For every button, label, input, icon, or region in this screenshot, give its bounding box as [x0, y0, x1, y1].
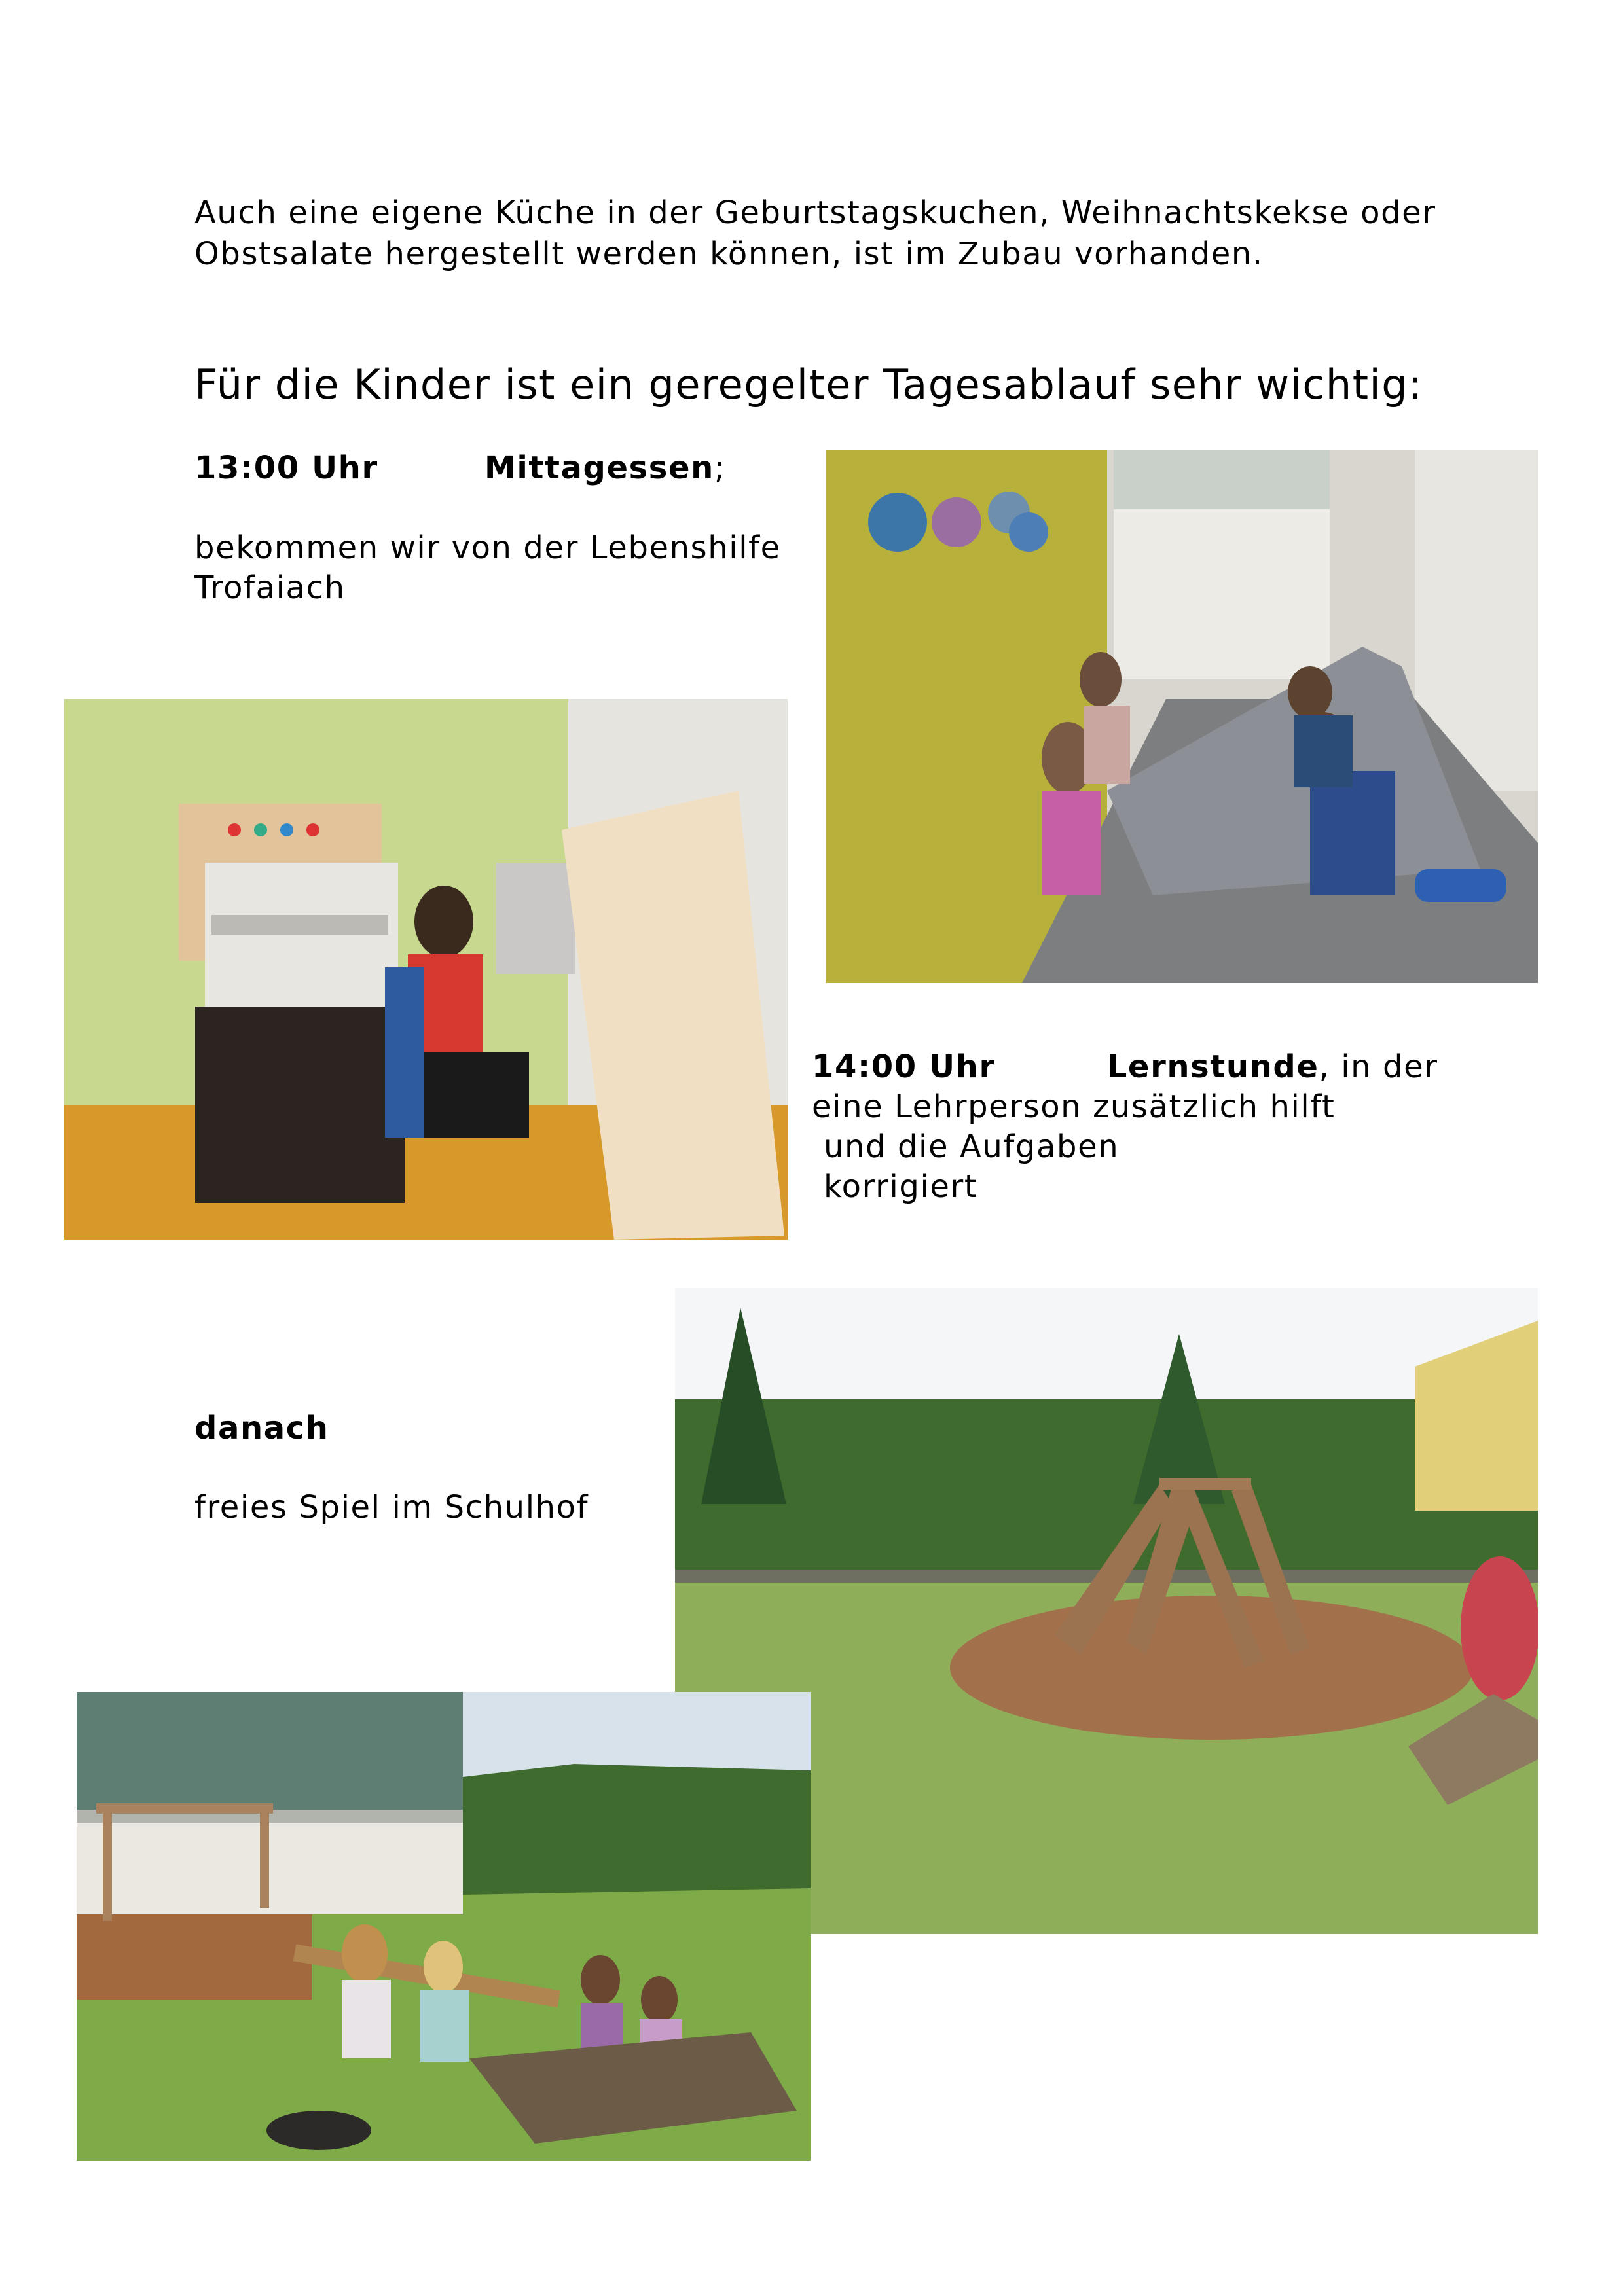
boy-at-computer-photo: [64, 699, 788, 1240]
lunch-title-row: [484, 448, 726, 488]
after-text: freies Spiel im Schulhof: [194, 1489, 589, 1526]
page-heading: Für die Kinder ist ein geregelter Tagesablauf sehr wichtig:: [194, 361, 1423, 408]
study-line-3: und die Aufgaben: [824, 1128, 1120, 1165]
intro-line-1: Auch eine eigene Küche in der Geburtstagskuchen, Weihnachtskekse oder: [194, 194, 1436, 231]
intro-line-2: Obstsalate hergestellt werden können, ist im Zubau vorhanden.: [194, 236, 1264, 272]
study-time: 14:00 Uhr: [812, 1049, 996, 1085]
lunch-title: Mittagessen: [484, 450, 714, 486]
lunch-time: 13:00 Uhr: [194, 450, 378, 486]
lunch-text-line-2: Trofaiach: [194, 569, 346, 606]
lunch-title-suffix: ;: [714, 450, 726, 486]
study-line-1-rest: , in der: [1319, 1049, 1438, 1085]
study-line-1: [812, 1047, 1438, 1087]
lunch-text-line-1: bekommen wir von der Lebenshilfe: [194, 529, 781, 566]
after-label: danach: [194, 1410, 329, 1446]
study-title: Lernstunde: [1106, 1049, 1319, 1085]
children-at-lunch-table-photo: [826, 450, 1538, 983]
study-line-4: korrigiert: [824, 1168, 978, 1205]
girls-on-seesaw-photo: [77, 1692, 811, 2161]
study-line-2: eine Lehrperson zusätzlich hilft: [812, 1088, 1336, 1125]
